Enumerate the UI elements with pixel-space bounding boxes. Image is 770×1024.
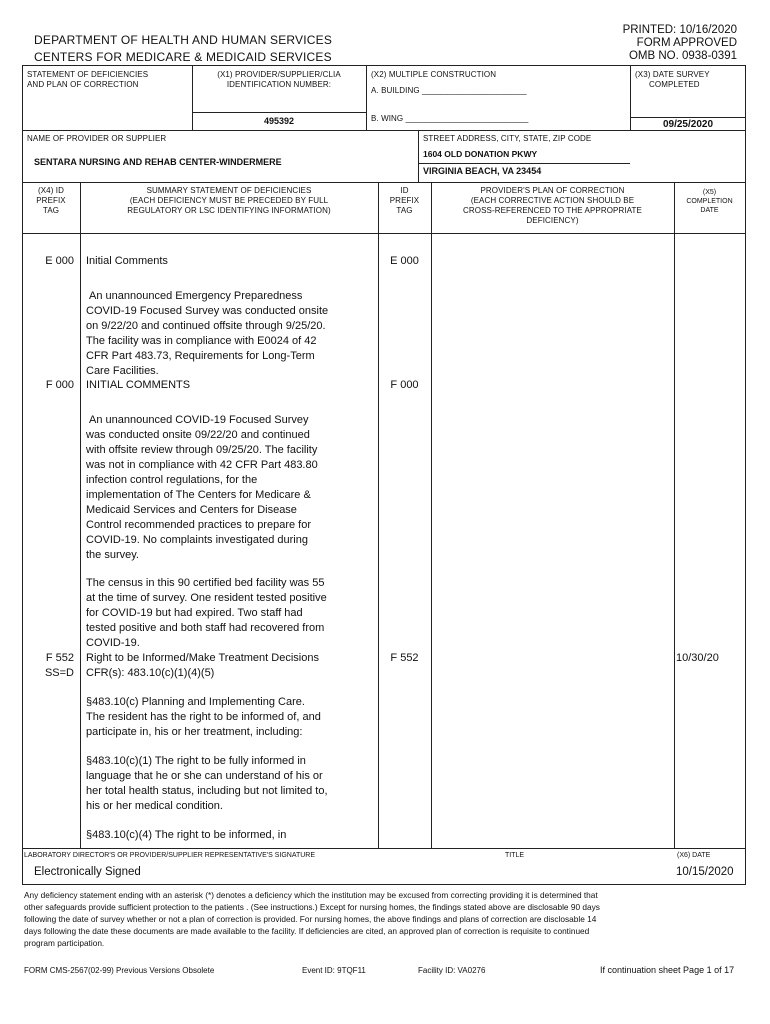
signature-date: 10/15/2020 <box>676 866 734 878</box>
rule <box>431 182 432 848</box>
agency-line-1: DEPARTMENT OF HEALTH AND HUMAN SERVICES <box>34 33 333 47</box>
prefix-tag-code: F 552 <box>45 652 74 664</box>
rule <box>80 182 81 848</box>
provider-id-number: 495392 <box>263 116 295 126</box>
rule <box>366 65 367 130</box>
text-line: participate in, his or her treatment, including: <box>86 726 303 738</box>
prefix-tag: F 000 <box>45 379 74 391</box>
text-line: her total health status, including but not limited to, <box>86 785 328 797</box>
text-line: implementation of The Centers for Medicare & <box>86 489 311 501</box>
x2-label: (X2) MULTIPLE CONSTRUCTION <box>371 70 497 79</box>
id-header-line: ID <box>400 186 409 195</box>
agency-line-2: CENTERS FOR MEDICARE & MEDICAID SERVICES <box>34 50 332 64</box>
rule <box>22 233 746 234</box>
rule <box>192 112 366 113</box>
deficiency-title: Initial Comments <box>86 255 168 267</box>
x5-header-line: DATE <box>700 207 719 214</box>
id-prefix-tag: F 552 <box>390 652 419 664</box>
disclaimer-line: program participation. <box>24 938 105 948</box>
text-line: for COVID-19 but had expired. Two staff had <box>86 607 303 619</box>
text-line: the survey. <box>86 549 139 561</box>
summary-header-line: SUMMARY STATEMENT OF DEFICIENCIES <box>146 186 312 195</box>
rule <box>418 130 419 182</box>
id-header-line: TAG <box>396 206 413 215</box>
disclaimer-line: days following the date these documents are made available to the facility. If deficiencies are cited, an approved plan of correction is requisite to continued <box>24 926 590 936</box>
address-line-2: VIRGINIA BEACH, VA 23454 <box>423 166 542 176</box>
text-line: COVID-19. No complaints investigated during <box>86 534 308 546</box>
summary-header-line: (EACH DEFICIENCY MUST BE PRECEDED BY FULL <box>129 196 329 205</box>
form-approved: FORM APPROVED <box>636 37 737 49</box>
text-line: §483.10(c)(4) The right to be informed, in <box>86 829 287 841</box>
prefix-tag: E 000 <box>45 255 74 267</box>
date-label: (X6) DATE <box>677 852 711 859</box>
paragraph <box>86 413 318 563</box>
plan-header-line: CROSS-REFERENCED TO THE APPROPRIATE <box>463 206 642 215</box>
text-line: Control recommended practices to prepare for <box>86 519 311 531</box>
rule <box>378 182 379 848</box>
x4-header-line: TAG <box>42 206 60 215</box>
rule <box>418 163 630 164</box>
prefix-tag <box>14 651 74 681</box>
text-line: language that he or she can understand of his or <box>86 770 323 782</box>
id-header <box>378 186 431 216</box>
disclaimer <box>24 889 600 949</box>
x3-label-line: (X3) DATE SURVEY <box>635 70 710 79</box>
survey-completed-date: 09/25/2020 <box>662 119 714 130</box>
address-line-1: 1604 OLD DONATION PKWY <box>423 149 538 159</box>
text-line: Care Facilities. <box>86 365 159 377</box>
rule <box>22 65 746 66</box>
text-line: An unannounced Emergency Preparedness <box>89 290 303 302</box>
paragraph <box>86 754 328 814</box>
text-line: tested positive and both staff had recovered from <box>86 622 325 634</box>
text-line: §483.10(c) Planning and Implementing Care. <box>86 696 305 708</box>
x5-header-line: (X5) <box>702 189 717 196</box>
paragraph <box>86 289 328 379</box>
x4-header <box>22 186 80 216</box>
rule <box>745 65 746 884</box>
plan-header-line: (EACH CORRECTIVE ACTION SHOULD BE <box>470 196 635 205</box>
statement-label-line: AND PLAN OF CORRECTION <box>27 80 139 89</box>
title-label: TITLE <box>505 852 525 859</box>
address-label: STREET ADDRESS, CITY, STATE, ZIP CODE <box>423 134 592 143</box>
x3-label-line: COMPLETED <box>649 80 700 89</box>
paragraph <box>86 828 286 843</box>
text-line: COVID-19. <box>86 637 140 649</box>
omb-number: OMB NO. 0938-0391 <box>628 50 737 62</box>
title-line: Right to be Informed/Make Treatment Decisions <box>86 652 319 664</box>
summary-header <box>80 186 378 216</box>
disclaimer-line: following the date of survey whether or not a plan of correction is provided. For nursing homes, the above findings and plans of correction are disclosable 14 <box>24 914 597 924</box>
x1-label <box>192 70 366 90</box>
statement-label <box>27 70 148 90</box>
page-indicator: If continuation sheet Page 1 of 17 <box>600 965 735 975</box>
text-line: on 9/22/20 and continued offsite through 9/25/20. <box>86 320 326 332</box>
deficiency-title <box>86 651 319 681</box>
id-prefix-tag: E 000 <box>390 255 419 267</box>
x4-header-line: (X4) ID <box>37 186 65 195</box>
event-id: Event ID: 9TQF11 <box>302 966 366 975</box>
text-line: infection control regulations, for the <box>86 474 258 486</box>
rule <box>674 182 675 848</box>
x1-label-line: (X1) PROVIDER/SUPPLIER/CLIA <box>217 70 341 79</box>
text-line: §483.10(c)(1) The right to be fully informed in <box>86 755 306 767</box>
rule <box>22 182 746 183</box>
statement-label-line: STATEMENT OF DEFICIENCIES <box>27 70 149 79</box>
disclaimer-line: other safeguards provide sufficient protection to the patients . (See instructions.) Except for nursing homes, the findings stated above are disclosable 90 days <box>24 902 600 912</box>
x4-header-line: PREFIX <box>36 196 66 205</box>
text-line: with offsite review through 09/25/20. The facility <box>86 444 318 456</box>
form-number: FORM CMS-2567(02-99) Previous Versions Obsolete <box>24 966 215 975</box>
signature-label: LABORATORY DIRECTOR'S OR PROVIDER/SUPPLIER REPRESENTATIVE'S SIGNATURE <box>24 852 316 859</box>
deficiency-title: INITIAL COMMENTS <box>86 379 191 391</box>
rule <box>22 884 746 885</box>
text-line: The facility was in compliance with E0024 of 42 <box>86 335 317 347</box>
scope-severity: SS=D <box>44 667 74 679</box>
printed-date: PRINTED: 10/16/2020 <box>622 24 737 36</box>
id-header-line: PREFIX <box>389 196 420 205</box>
provider-name: SENTARA NURSING AND REHAB CENTER-WINDERMERE <box>34 157 282 167</box>
rule <box>22 848 746 849</box>
text-line: Medicaid Services and Centers for Disease <box>86 504 297 516</box>
paragraph <box>86 576 327 651</box>
x1-label-line: IDENTIFICATION NUMBER: <box>226 80 332 89</box>
building-field: A. BUILDING _______________________ <box>371 86 527 95</box>
completion-date: 10/30/20 <box>676 652 719 664</box>
plan-header <box>431 186 674 226</box>
facility-id: Facility ID: VA0276 <box>418 966 486 975</box>
text-line: The resident has the right to be informed of, and <box>86 711 321 723</box>
disclaimer-line: Any deficiency statement ending with an asterisk (*) denotes a deficiency which the institution may be excused from correcting providing it is determined that <box>24 890 598 900</box>
provider-name-label: NAME OF PROVIDER OR SUPPLIER <box>27 134 167 143</box>
text-line: was conducted onsite 09/22/20 and continued <box>86 429 310 441</box>
wing-field: B. WING ___________________________ <box>371 114 529 123</box>
text-line: CFR Part 483.73, Requirements for Long-Term <box>86 350 315 362</box>
text-line: The census in this 90 certified bed facility was 55 <box>86 577 325 589</box>
form-header-right <box>623 24 737 63</box>
text-line: COVID-19 Focused Survey was conducted onsite <box>86 305 329 317</box>
signature-value: Electronically Signed <box>34 866 141 878</box>
text-line: An unannounced COVID-19 Focused Survey <box>89 414 309 426</box>
x5-header <box>674 188 745 215</box>
rule <box>630 117 746 118</box>
x3-label <box>635 70 710 90</box>
id-prefix-tag: F 000 <box>390 379 419 391</box>
text-line: his or her medical condition. <box>86 800 223 812</box>
summary-header-line: REGULATORY OR LSC IDENTIFYING INFORMATION) <box>127 206 331 215</box>
x5-header-line: COMPLETION <box>686 198 733 205</box>
rule <box>22 130 746 131</box>
text-line: was not in compliance with 42 CFR Part 483.80 <box>86 459 318 471</box>
text-line: at the time of survey. One resident tested positive <box>86 592 327 604</box>
plan-header-line: PROVIDER'S PLAN OF CORRECTION <box>480 186 625 195</box>
cfr-reference: CFR(s): 483.10(c)(1)(4)(5) <box>86 667 215 679</box>
paragraph <box>86 695 321 740</box>
plan-header-line: DEFICIENCY) <box>526 216 579 225</box>
